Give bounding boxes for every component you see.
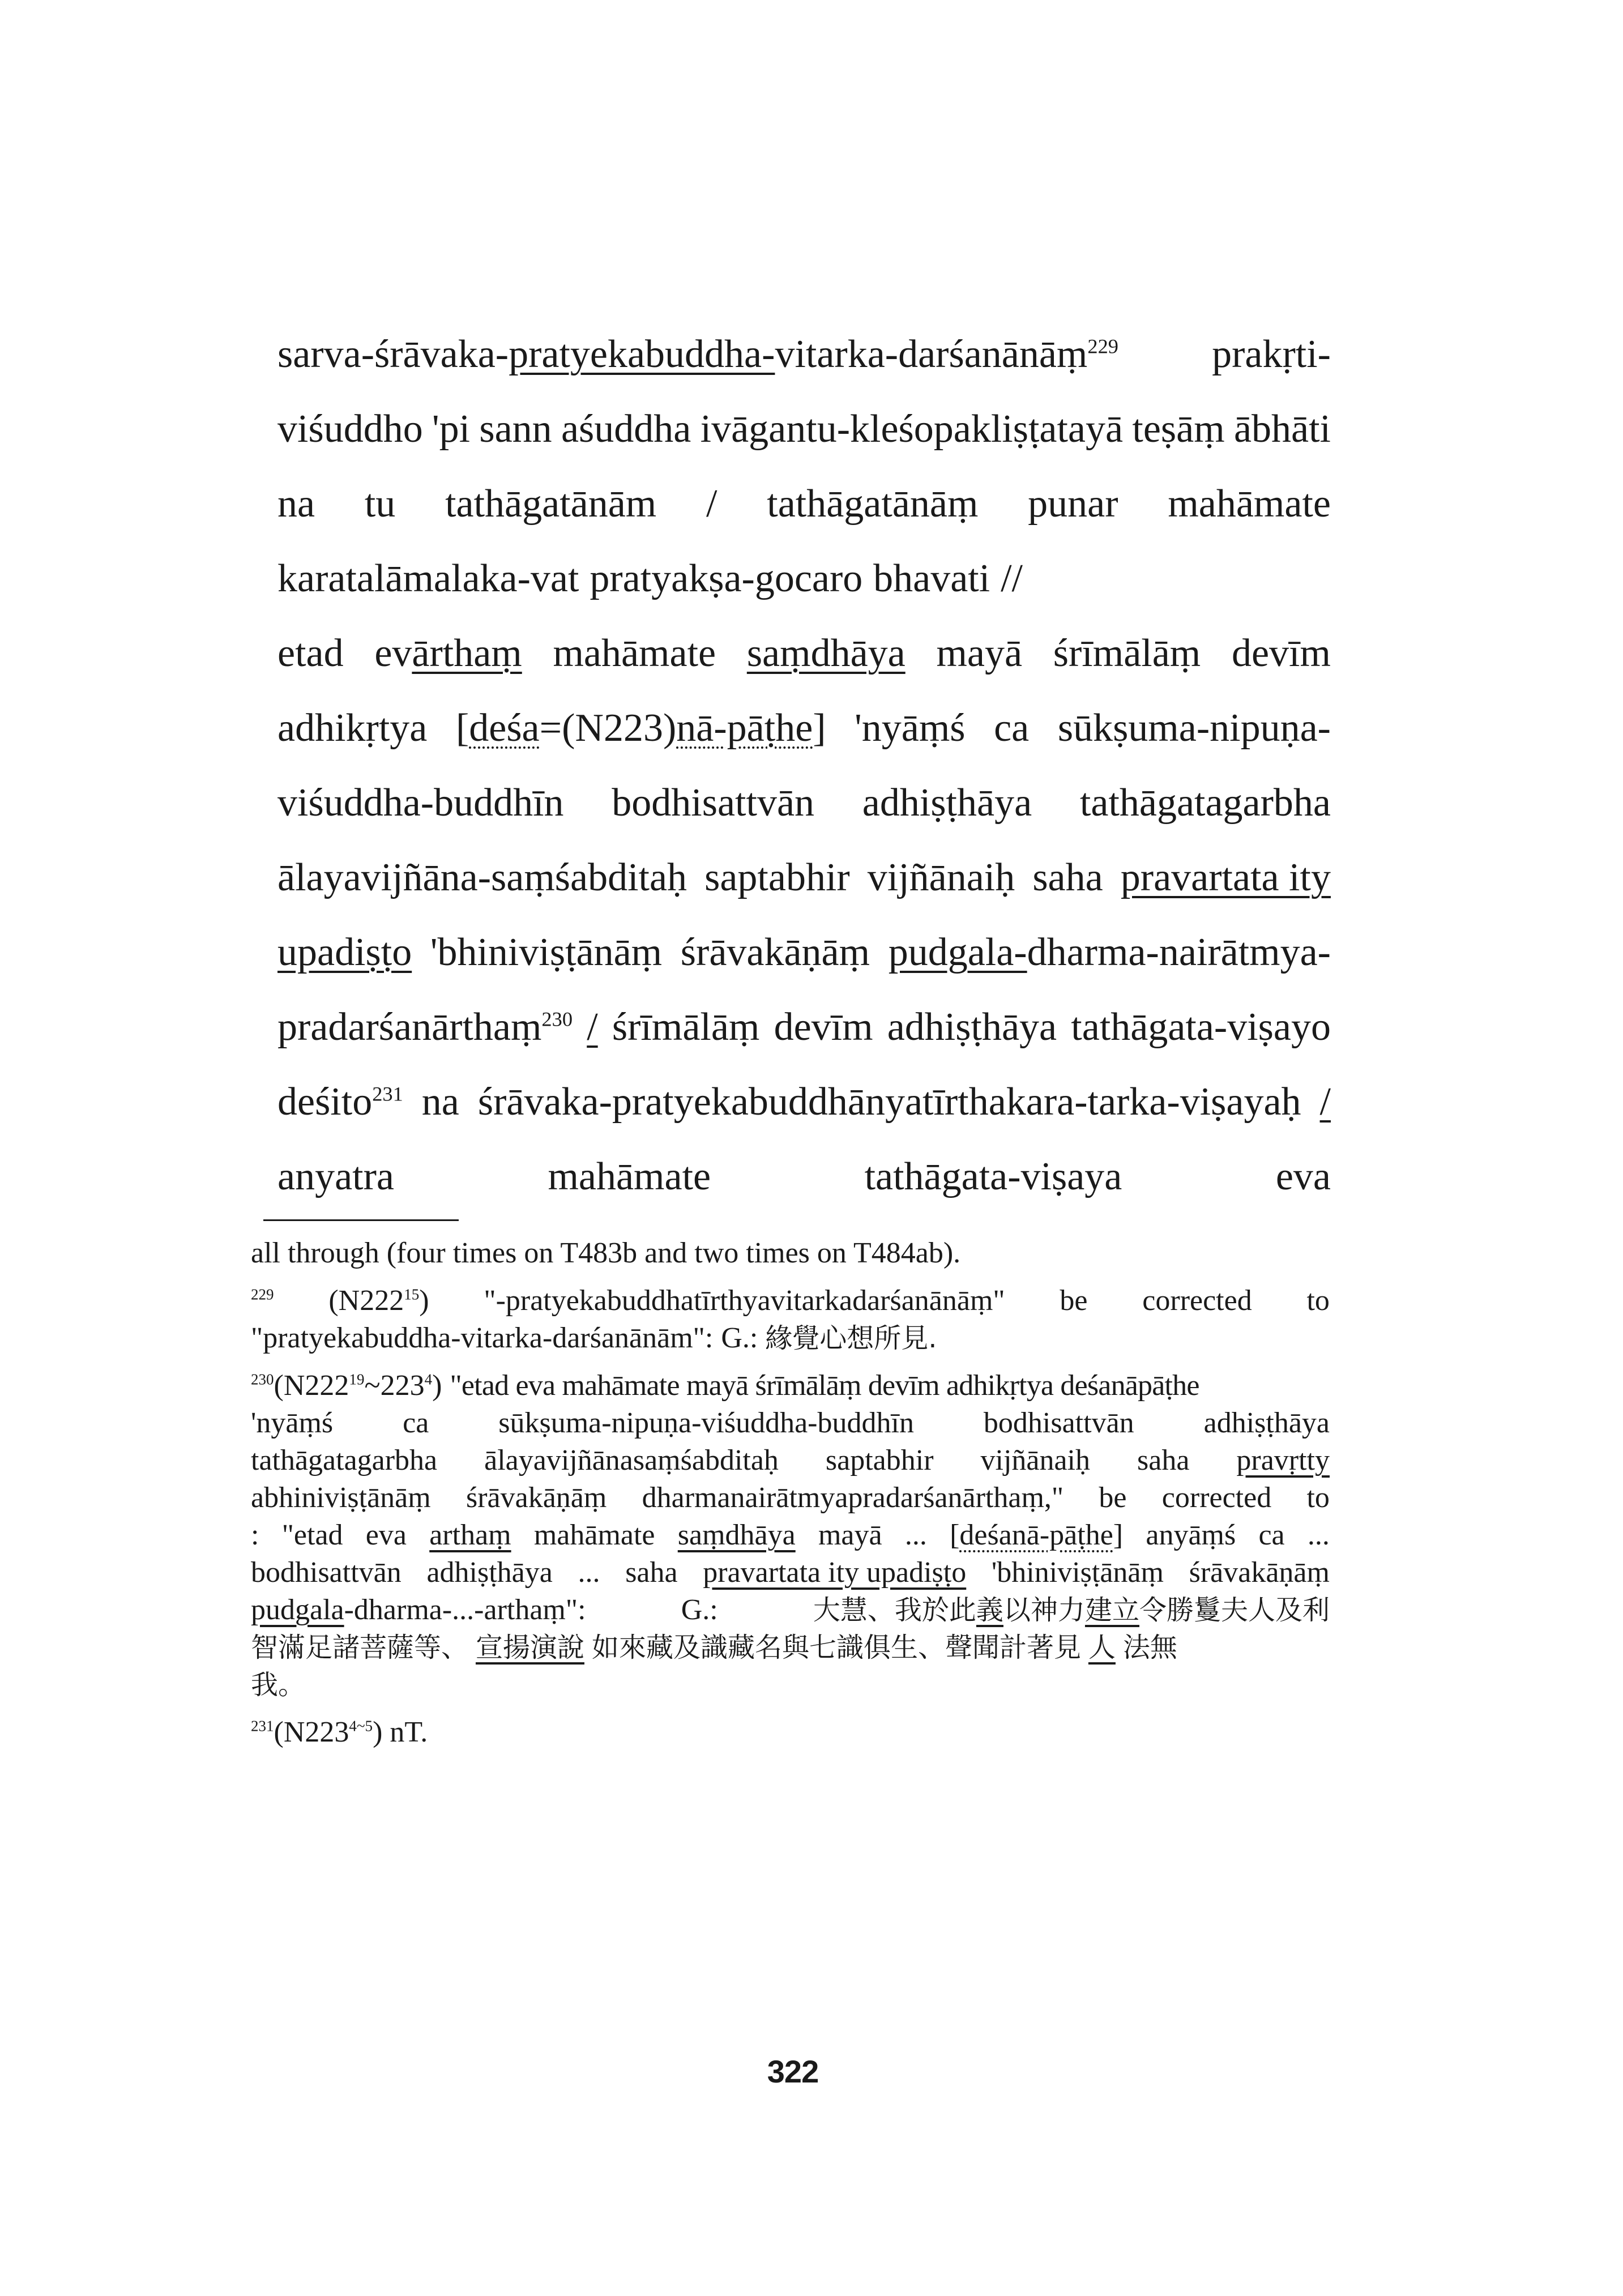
footnote-line: 我。: [251, 1669, 306, 1701]
word: tathāgatagarbha: [1079, 781, 1331, 825]
footnote-230: [251, 1367, 1330, 1704]
word: tathāgatānām: [445, 482, 657, 526]
word: mahāmate: [1168, 482, 1331, 526]
footnote-line: pudgala-dharma-...-arthaṃ": G.: 大慧、我於此義以神力建立令勝鬘夫人及利: [251, 1594, 1330, 1626]
word: sūkṣuma-nipuṇa-: [1057, 706, 1331, 750]
word: punar: [1028, 482, 1118, 526]
word: ābhāti: [1233, 407, 1331, 451]
word: deśito$^{231}$: [277, 1080, 403, 1124]
word: adhiṣṭhāya: [887, 1005, 1057, 1049]
footnote-line: 'nyāṃś ca sūkṣuma-nipuṇa-viśuddha-buddhīn bodhisattvān adhiṣṭhāya: [251, 1407, 1330, 1439]
word: tu: [364, 482, 396, 526]
word: na: [421, 1080, 459, 1124]
word: vijñānaiḥ: [867, 856, 1015, 899]
word: karatalāmalaka-vat: [277, 557, 579, 600]
word: /: [1319, 1080, 1331, 1124]
word: teṣāṃ: [1132, 407, 1225, 451]
footnote-231: $^{231}(N223^{4\sim 5})$ nT.: [251, 1716, 428, 1748]
word: pradarśanārthaṃ$^{230}$: [277, 1005, 573, 1049]
footnote-line: $^{229}$ $(N222^{15})$ "-pratyekabuddhatīrthyavitarkadarśanānāṃ" be corrected to: [251, 1284, 1330, 1317]
word: tathāgatānāṃ: [767, 482, 979, 526]
word: 'pi: [432, 407, 471, 451]
word: 'nyāṃś: [855, 706, 966, 750]
word: na: [277, 482, 315, 526]
footnote-line: : "etad eva arthaṃ mahāmate saṃdhāya mayā ... [deśanā-pāṭhe] anyāṃś ca ...: [251, 1519, 1330, 1551]
footnote-continuation: all through (four times on T483b and two times on T484ab).: [251, 1237, 961, 1269]
footnote-229: [251, 1282, 1330, 1357]
word: śrāvakāṇāṃ: [680, 931, 870, 974]
word: ca: [994, 706, 1030, 750]
word: adhiṣṭhāya: [862, 781, 1032, 825]
word: śrīmālāṃ: [1053, 631, 1201, 675]
main-line-8: [277, 840, 1331, 915]
footnote-ref-229: 229: [1087, 335, 1118, 358]
main-line-2: [277, 392, 1331, 467]
word: mayā: [936, 631, 1023, 675]
word: /: [587, 1005, 598, 1049]
word: eva: [1275, 1155, 1331, 1198]
main-line-10: [277, 990, 1331, 1065]
word: tathāgata-viṣaya: [864, 1155, 1122, 1198]
main-line-9: [277, 915, 1331, 990]
word: ivāgantu-kleśopakliṣṭatayā: [700, 407, 1124, 451]
word: //: [1001, 557, 1023, 600]
word: /: [706, 482, 717, 526]
word: adhikṛtya: [277, 706, 428, 750]
word: ālayavijñāna-saṃśabditaḥ: [277, 856, 687, 899]
footnote-line: "pratyekabuddha-vitarka-darśanānām": G.: 緣覺心想所見.: [251, 1322, 937, 1354]
word: pravartata ity: [1120, 856, 1331, 899]
word: etad: [277, 631, 344, 675]
footnote-ref-230: 230: [541, 1008, 573, 1031]
word: sarva-śrāvaka-pratyekabuddha-vitarka-darśanānāṃ$^{229}$: [277, 332, 1118, 376]
word: prakṛti-: [1212, 332, 1331, 376]
page-number: 322: [767, 2054, 819, 2089]
word: bhavati: [873, 557, 990, 600]
footnote-ref-231: 231: [372, 1082, 403, 1106]
main-line-5: [277, 616, 1331, 691]
main-line-11: [277, 1065, 1331, 1140]
word: anyatra: [277, 1155, 394, 1198]
footnote-line: bodhisattvān adhiṣṭhāya ... saha pravartata ity upadiṣṭo 'bhiniviṣṭānāṃ śrāvakāṇāṃ: [251, 1556, 1330, 1589]
word: mahāmate: [553, 631, 716, 675]
main-line-3: [277, 467, 1331, 541]
word: viśuddho: [277, 407, 423, 451]
footnote-line: $^{230}(N222^{19}\sim 223^4)$ "etad eva mahāmate mayā śrīmālāṃ devīm adhikṛtya deśanāpāṭhe: [251, 1369, 1199, 1402]
word: devīm: [774, 1005, 873, 1049]
main-line-12: [277, 1140, 1331, 1214]
word: śrāvaka-pratyekabuddhānyatīrthakara-tarka-viṣayaḥ: [477, 1080, 1301, 1124]
word: śrīmālāṃ: [612, 1005, 760, 1049]
word: tathāgata-viṣayo: [1071, 1005, 1331, 1049]
footnotes: [251, 1235, 1330, 1751]
word: pratyakṣa-gocaro: [590, 557, 863, 600]
word: saptabhir: [704, 856, 850, 899]
main-line-1: [277, 317, 1331, 392]
footnote-line: tathāgatagarbha ālayavijñānasaṃśabditaḥ saptabhir vijñānaiḥ saha pravṛtty: [251, 1444, 1330, 1476]
word: evārthaṃ: [374, 631, 522, 675]
word: mahāmate: [548, 1155, 711, 1198]
main-line-7: [277, 766, 1331, 840]
footnote-line: 智滿足諸菩薩等、 宣揚演說 如來藏及識藏名與七識俱生、聲聞計著見 人 法無: [251, 1632, 1177, 1663]
main-line-4: [277, 541, 1331, 616]
word: devīm: [1231, 631, 1331, 675]
word: [deśa=(N223)nā-pāṭhe]: [455, 706, 826, 750]
footnote-number: 230: [251, 1371, 274, 1388]
footnote-separator: [263, 1219, 459, 1221]
word: 'bhiniviṣṭānāṃ: [430, 931, 663, 974]
main-text: [277, 317, 1331, 1214]
word: saṃdhāya: [746, 631, 906, 675]
word: saha: [1032, 856, 1103, 899]
footnote-number: 231: [251, 1717, 274, 1735]
word: sann: [479, 407, 552, 451]
word: viśuddha-buddhīn: [277, 781, 564, 825]
main-line-6: [277, 691, 1331, 766]
word: upadiṣṭo: [277, 931, 412, 974]
word: aśuddha: [561, 407, 691, 451]
footnote-line: abhiniviṣṭānāṃ śrāvakāṇāṃ dharmanairātmyapradarśanārthaṃ," be corrected to: [251, 1482, 1330, 1514]
word: bodhisattvān: [612, 781, 815, 825]
word: pudgala-dharma-nairātmya-: [888, 931, 1331, 974]
footnote-number: 229: [251, 1286, 274, 1303]
